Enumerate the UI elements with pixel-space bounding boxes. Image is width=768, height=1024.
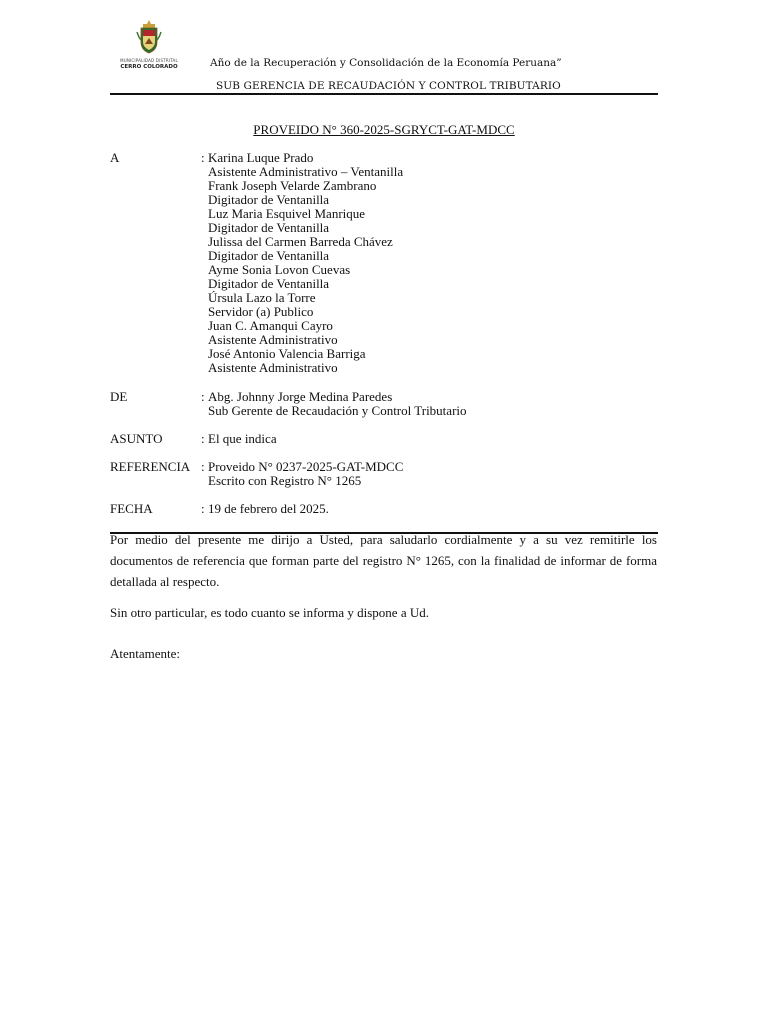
coat-of-arms-icon xyxy=(136,20,162,54)
recipient-name: Ayme Sonia Lovon Cuevas xyxy=(208,262,351,277)
date-text: 19 de febrero del 2025. xyxy=(208,501,329,516)
closing-salutation: Atentamente: xyxy=(110,646,181,661)
field-value-subject xyxy=(208,432,277,446)
reference-line: Proveido N° 0237-2025-GAT-MDCC xyxy=(208,459,404,474)
field-label-reference: REFERENCIA xyxy=(110,459,191,474)
recipient-role: Digitador de Ventanilla xyxy=(208,192,330,207)
body-paragraph: Por medio del presente me dirijo a Usted, para saludarlo cordialmente y a su vez remitirle los documentos de referencia que forman parte del registro N° 1265, con la finalidad de informar de forma detallada al respecto. xyxy=(110,532,657,589)
recipient-name: Juan C. Amanqui Cayro xyxy=(208,318,333,333)
recipient-role: Digitador de Ventanilla xyxy=(208,276,330,291)
field-label-subject: ASUNTO xyxy=(110,431,163,446)
office-name: SUB GERENCIA DE RECAUDACIÓN Y CONTROL TRIBUTARIO xyxy=(216,80,561,92)
field-colon: : xyxy=(201,150,205,165)
field-value-date xyxy=(208,502,329,516)
recipient-name: José Antonio Valencia Barriga xyxy=(208,346,366,361)
recipient-role: Asistente Administrativo xyxy=(208,360,338,375)
recipient-role: Digitador de Ventanilla xyxy=(208,220,330,235)
field-colon: : xyxy=(201,459,205,474)
field-value-to xyxy=(208,151,403,375)
recipient-role: Digitador de Ventanilla xyxy=(208,248,330,263)
field-colon: : xyxy=(201,431,205,446)
field-label-to: A xyxy=(110,150,120,165)
recipient-name: Úrsula Lazo la Torre xyxy=(208,290,316,305)
logo-caption-top: MUNICIPALIDAD DISTRITAL xyxy=(120,58,178,63)
recipient-role: Asistente Administrativo – Ventanilla xyxy=(208,164,404,179)
field-value-reference xyxy=(208,460,403,488)
recipient-name: Luz Maria Esquivel Manrique xyxy=(208,206,366,221)
recipient-name: Frank Joseph Velarde Zambrano xyxy=(208,178,377,193)
sender-role: Sub Gerente de Recaudación y Control Tributario xyxy=(208,403,467,418)
field-label-from: DE xyxy=(110,389,128,404)
document-title: PROVEIDO N° 360-2025-SGRYCT-GAT-MDCC xyxy=(253,122,515,137)
body-paragraph: Sin otro particular, es todo cuanto se informa y dispone a Ud. xyxy=(110,605,429,620)
header-divider xyxy=(110,93,658,95)
recipient-role: Asistente Administrativo xyxy=(208,332,338,347)
subject-text: El que indica xyxy=(208,431,277,446)
reference-line: Escrito con Registro N° 1265 xyxy=(208,473,362,488)
field-label-date: FECHA xyxy=(110,501,153,516)
municipality-logo xyxy=(112,20,186,76)
field-value-from xyxy=(208,390,467,418)
recipient-role: Servidor (a) Publico xyxy=(208,304,314,319)
field-colon: : xyxy=(201,501,205,516)
field-colon: : xyxy=(201,389,205,404)
logo-caption-name: CERRO COLORADO xyxy=(120,64,178,70)
sender-name: Abg. Johnny Jorge Medina Paredes xyxy=(208,389,393,404)
recipient-name: Julissa del Carmen Barreda Chávez xyxy=(208,234,393,249)
recipient-name: Karina Luque Prado xyxy=(208,150,314,165)
year-motto: Año de la Recuperación y Consolidación de la Economía Peruana” xyxy=(210,57,562,69)
